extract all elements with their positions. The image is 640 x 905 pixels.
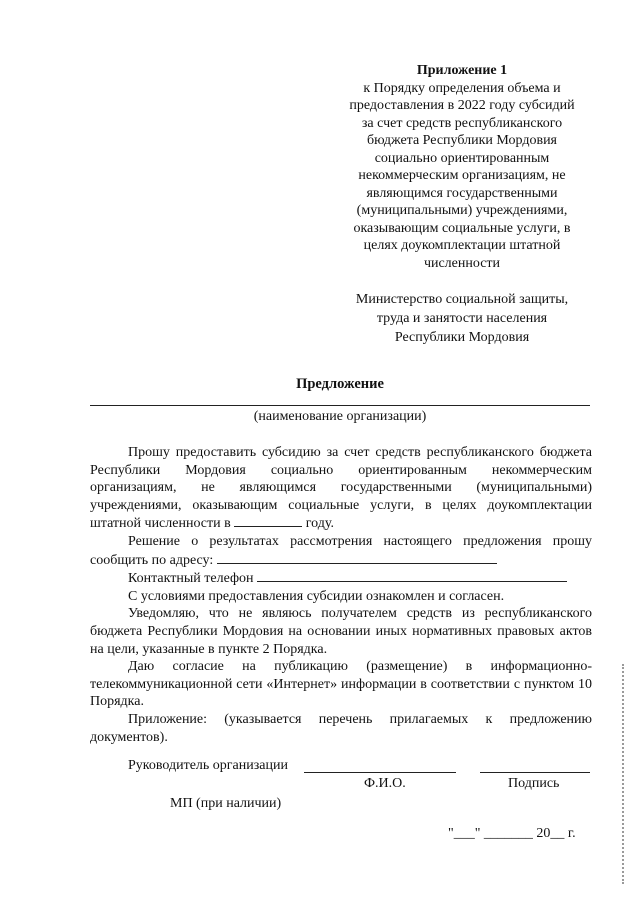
phone-blank[interactable]	[257, 569, 567, 582]
year-blank[interactable]	[234, 514, 302, 527]
appendix-line: бюджета Республики Мордовия	[366, 133, 557, 148]
signature-label: Руководитель организации	[128, 758, 288, 773]
document-heading: Предложение	[296, 376, 384, 392]
signature-block	[128, 758, 598, 798]
appendix-title: Приложение 1	[416, 63, 508, 78]
appendix-line: предоставления в 2022 году субсидий	[349, 98, 575, 113]
paragraph-consent: Даю согласие на публикацию (размещение) в информационно-телекоммуникационной сети «Интернет» информации в соответствии с пунктом 10 Порядка.	[90, 659, 592, 710]
addressee-block	[330, 290, 594, 347]
paragraph-attachment: Приложение: (указывается перечень прилагаемых к предложению документов).	[90, 711, 592, 745]
signature-line[interactable]	[480, 772, 590, 773]
stamp-note: МП (при наличии)	[170, 796, 282, 811]
organization-name-caption: (наименование организации)	[253, 409, 427, 424]
paragraph-phone: Контактный телефон	[90, 569, 592, 588]
appendix-block	[330, 62, 594, 272]
scan-edge-marks	[622, 664, 627, 884]
date-line: "___" _______ 20__ г.	[448, 826, 576, 841]
paragraph-conditions: С условиями предоставления субсидии ознакомлен и согласен.	[128, 588, 505, 604]
paragraph-request: Прошу предоставить субсидию за счет средств республиканского бюджета Республики Мордовия социально ориентированным некоммерческим организациям, не являющимся государственными (муниципальными) учреждениями, оказывающим социальные услуги, в целях доукомплектации штатной численности в году.	[90, 445, 592, 532]
appendix-line: являющимся государственными	[366, 185, 558, 201]
appendix-line: за счет средств республиканского	[361, 115, 563, 131]
document-body	[90, 444, 592, 746]
appendix-line: социально ориентированным	[374, 150, 550, 166]
addressee-line: Министерство социальной защиты,	[355, 292, 569, 307]
paragraph-address: Решение о результатах рассмотрения настоящего предложения прошу сообщить по адресу:	[90, 533, 592, 568]
appendix-line: к Порядку определения объема и	[363, 80, 561, 96]
paragraph-notice: Уведомляю, что не являюсь получателем средств из республиканского бюджета Республики Мордовия на основании иных нормативных правовых актов на цели, указанные в пункте 2 Порядка.	[90, 606, 592, 657]
address-blank[interactable]	[217, 551, 497, 564]
appendix-line: численности	[423, 255, 501, 271]
appendix-line: (муниципальными) учреждениями,	[356, 203, 568, 218]
appendix-line: некоммерческим организациям, не	[358, 168, 566, 183]
addressee-line: Республики Мордовия	[394, 330, 530, 345]
signature-caption: Подпись	[508, 776, 560, 791]
appendix-line: целях доукомплектации штатной	[363, 238, 561, 253]
addressee-line: труда и занятости населения	[376, 311, 548, 326]
fio-caption: Ф.И.О.	[364, 776, 406, 791]
appendix-line: оказывающим социальные услуги, в	[353, 220, 571, 236]
fio-line[interactable]	[304, 772, 456, 773]
organization-name-line[interactable]	[90, 405, 590, 406]
